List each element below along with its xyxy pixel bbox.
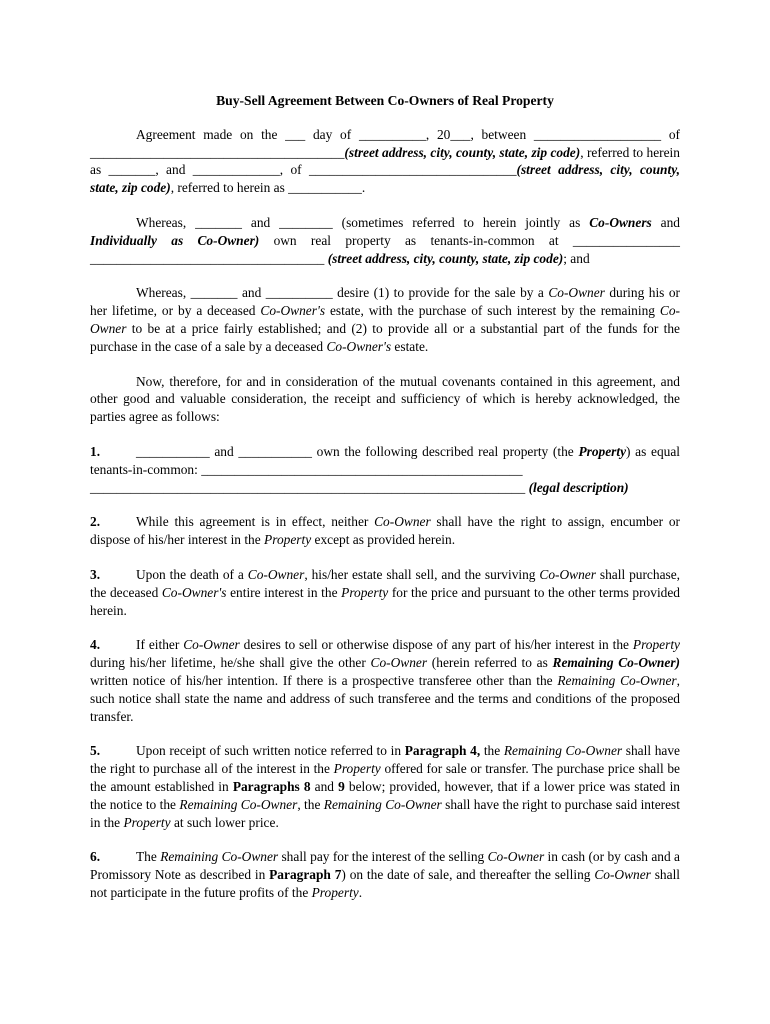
paragraph-4 — [90, 636, 680, 725]
paragraph-5 — [90, 742, 680, 831]
term: Property — [632, 637, 680, 653]
term: Co-Owner — [487, 849, 545, 865]
paragraph-6 — [90, 848, 680, 901]
paragraph-1 — [90, 443, 680, 479]
paragraph-reference: Paragraph 7 — [269, 867, 342, 883]
paragraph-text: offered for sale or transfer. The purchase price shall be the amount established in — [90, 761, 680, 794]
paragraph-text: , such notice shall state the name and address of such transferee and the terms and conditions of the proposed transfer. — [90, 672, 680, 724]
intro-text: , referred to herein as _______, and _____________, of _______________________________ — [90, 144, 680, 178]
address-label: (street address, city, county, state, zip code) — [90, 162, 680, 196]
paragraph-text: desires to sell or otherwise dispose of any part of his/her interest in the — [239, 637, 633, 653]
paragraph-text: during his/her lifetime, he/she shall give the other — [90, 655, 371, 671]
whereas-text: Whereas, _______ and ________ (sometimes referred to herein jointly as — [136, 214, 590, 230]
paragraph-number: 5. — [90, 743, 101, 759]
paragraph-text: ) as equal tenants-in-common: ________________________________________________ — [90, 443, 681, 477]
paragraph-text: While this agreement is in effect, neither — [136, 514, 375, 530]
paragraph-3 — [90, 566, 680, 619]
paragraph-text: for the price and pursuant to the other terms provided herein. — [90, 584, 680, 618]
legal-description-line — [90, 479, 680, 497]
term: Co-Owner — [90, 303, 680, 336]
blank-line: _________________________________________________________________ — [90, 479, 526, 495]
paragraph-text: , his/her estate shall sell, and the surviving — [304, 566, 540, 582]
intro-paragraph — [90, 126, 680, 197]
paragraph-text: Upon the death of a — [136, 566, 248, 582]
whereas-text: estate. — [391, 338, 429, 354]
paragraph-text: ___________ and ___________ own the following described real property (the — [136, 443, 579, 459]
whereas-text: Whereas, _______ and __________ desire (1) to provide for the sale by a — [136, 285, 549, 301]
paragraph-number: 4. — [90, 637, 101, 653]
whereas-text: estate, with the purchase of such interest by the remaining — [325, 303, 660, 319]
paragraph-number: 3. — [90, 566, 101, 582]
defined-term: Individually as Co-Owner) — [90, 232, 260, 248]
paragraph-reference: Paragraph 4, — [404, 743, 481, 759]
whereas-text: to be at a price fairly established; and (2) to provide all or a substantial part of the funds for the purchase in the case of a sale by a deceased — [90, 320, 680, 354]
term: Property — [333, 761, 381, 777]
paragraph-reference: Paragraphs 8 — [232, 778, 311, 794]
whereas-text: ; and — [563, 250, 590, 266]
term: Property — [123, 814, 171, 830]
paragraph-text: and — [310, 778, 339, 794]
term: Co-Owner's — [161, 584, 227, 600]
defined-term: Remaining Co-Owner) — [552, 655, 680, 671]
paragraph-text: below; provided, however, that if a lower price was stated in the notice to the — [90, 778, 681, 812]
defined-term: Property — [578, 443, 627, 459]
whereas-paragraph-1 — [90, 214, 680, 267]
paragraph-text: the — [480, 743, 504, 759]
term: Property — [311, 884, 359, 900]
term: Co-Owner's — [260, 303, 326, 319]
address-label: (street address, city, county, state, zip code) — [327, 250, 564, 266]
paragraph-reference: 9 — [338, 778, 345, 794]
term: Co-Owner — [539, 566, 596, 582]
paragraph-text: written notice of his/her intention. If there is a prospective transferee other than the — [90, 672, 558, 688]
document-page — [90, 92, 680, 919]
paragraph-text: , the — [297, 796, 324, 812]
whereas-text: and — [651, 214, 681, 230]
address-label: (street address, city, county, state, zip code) — [344, 144, 581, 160]
term: Co-Owner — [374, 514, 431, 530]
paragraph-text: shall have the right to purchase all of the interest in the — [90, 743, 680, 777]
whereas-text: own real property as tenants-in-common at ________________ ___________________________________ — [90, 232, 680, 266]
paragraph-text: ) on the date of sale, and thereafter the selling — [341, 867, 595, 883]
term: Co-Owner — [594, 867, 651, 883]
now-therefore-text: Now, therefore, for and in consideration of the mutual covenants contained in this agreement, and other good and valuable consideration, the receipt and sufficiency of which is hereby acknowledged, the parties agree as follows: — [90, 373, 680, 425]
term: Co-Owner — [247, 566, 305, 582]
paragraph-2 — [90, 513, 680, 549]
paragraph-text: shall have the right to assign, encumber or dispose of his/her interest in the — [90, 514, 681, 548]
paragraph-text: . — [358, 884, 363, 900]
paragraph-number: 6. — [90, 849, 101, 865]
paragraph-text: except as provided herein. — [311, 532, 456, 548]
paragraph-text: Upon receipt of such written notice referred to in — [136, 743, 405, 759]
paragraph-text: in cash (or by cash and a Promissory Note as described in — [90, 849, 680, 883]
paragraph-text: If either — [136, 637, 184, 653]
whereas-text: during his or her lifetime, or by a deceased — [90, 285, 680, 319]
document-title: Buy-Sell Agreement Between Co-Owners of Real Property — [216, 93, 554, 108]
legal-description-label: (legal description) — [528, 479, 629, 495]
whereas-paragraph-2 — [90, 284, 680, 355]
term: Co-Owner — [370, 655, 428, 671]
paragraph-text: shall have the right to purchase said interest in the — [90, 796, 680, 830]
term: Co-Owner — [548, 285, 605, 301]
paragraph-text: The — [136, 849, 161, 865]
paragraph-text: shall purchase, the deceased — [90, 566, 681, 600]
paragraph-text: entire interest in the — [226, 584, 342, 600]
term: Remaining Co-Owner — [179, 796, 298, 812]
term: Remaining Co-Owner — [503, 743, 623, 759]
paragraph-text: at such lower price. — [170, 814, 279, 830]
term: Remaining Co-Owner — [160, 849, 279, 865]
term: Remaining Co-Owner — [557, 672, 677, 688]
intro-text: , referred to herein as ___________. — [170, 180, 366, 196]
paragraph-number: 2. — [90, 514, 101, 530]
intro-text: Agreement made on the ___ day of __________, 20___, between ___________________ of ______________________________________ — [90, 126, 680, 160]
term: Co-Owner's — [326, 338, 392, 354]
paragraph-text: shall not participate in the future profits of the — [90, 867, 681, 900]
term: Remaining Co-Owner — [323, 796, 442, 812]
paragraph-text: (herein referred to as — [427, 655, 553, 671]
term: Property — [264, 532, 312, 548]
paragraph-number: 1. — [90, 443, 101, 459]
paragraph-text: shall pay for the interest of the selling — [278, 849, 488, 865]
defined-term: Co-Owners — [589, 214, 652, 230]
term: Co-Owner — [183, 637, 240, 653]
term: Property — [341, 584, 389, 600]
now-therefore-paragraph — [90, 373, 680, 426]
